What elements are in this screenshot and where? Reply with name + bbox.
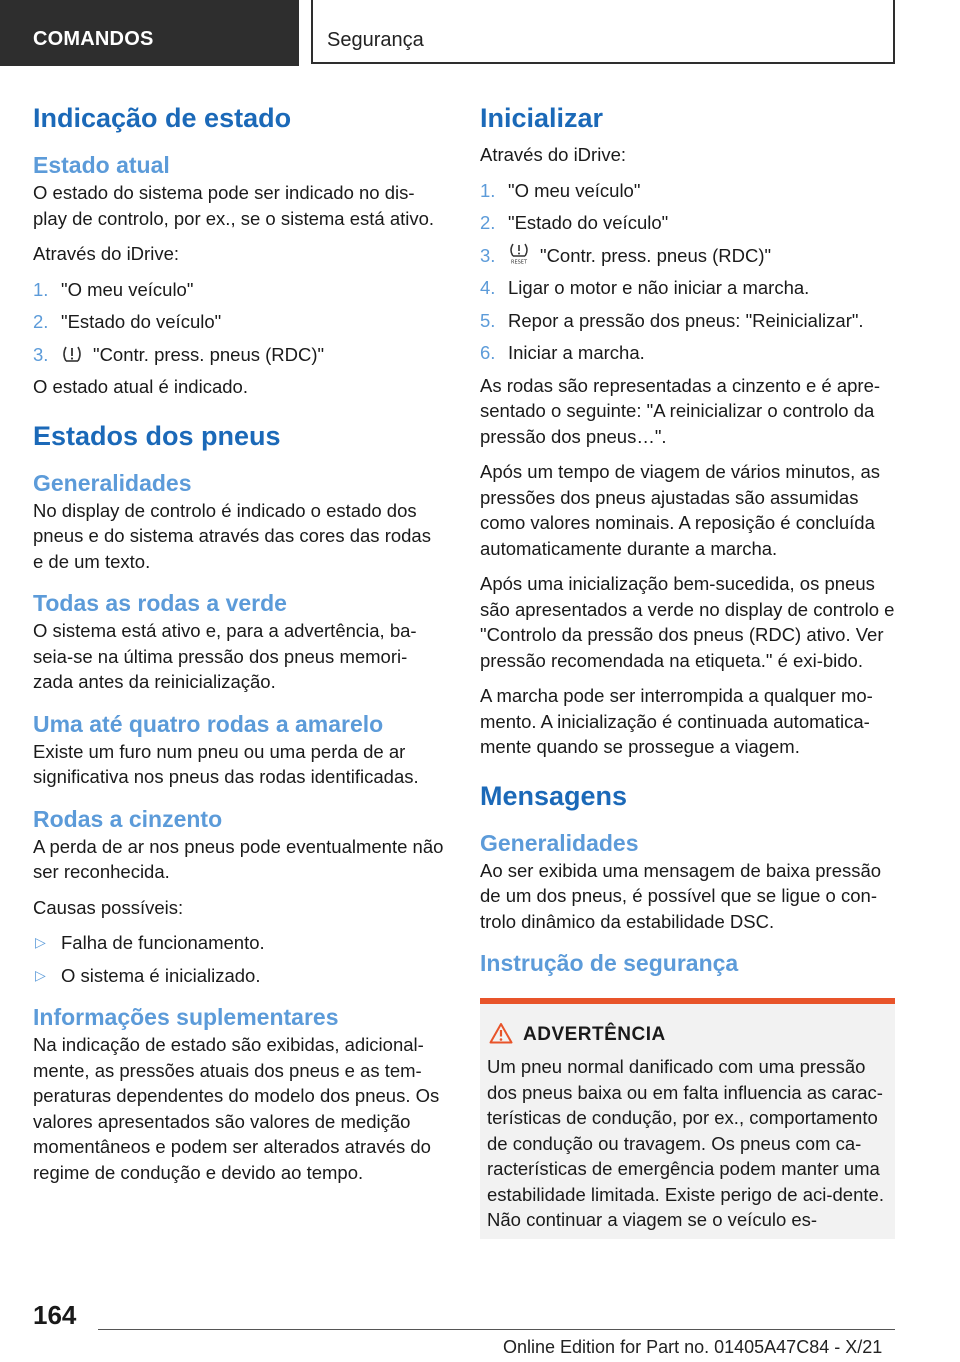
reset-label: RESET bbox=[510, 259, 528, 265]
heading-current-status: Estado atual bbox=[33, 152, 170, 178]
list-item bbox=[33, 277, 445, 303]
section-title: COMANDOS bbox=[33, 28, 154, 50]
step-text: "O meu veículo" bbox=[508, 179, 641, 201]
heading-tyre-states: Estados dos pneus bbox=[33, 420, 281, 451]
warning-title-row bbox=[487, 1022, 888, 1046]
step-text: "Contr. press. pneus (RDC)" bbox=[93, 343, 325, 365]
tire-pressure-icon bbox=[61, 344, 83, 364]
cause-text: O sistema é inicializado. bbox=[61, 964, 261, 986]
paragraph-idrive: Através do iDrive: bbox=[33, 243, 179, 264]
list-item bbox=[480, 178, 895, 204]
paragraph-additional-info: Na indicação de estado são exibidas, adicional-mente, as pressões atuais dos pneus e as tem-peraturas dependentes do modelo dos pneus. Os valores apresentados são valores de medição momentâneos e podem ser alterados através do regime de condução e devido ao tempo. bbox=[33, 1034, 440, 1183]
paragraph-interrupt: A marcha pode ser interrompida a qualquer mo-mento. A inicialização é continuada automatica-mente quando se prossegue a viagem. bbox=[480, 685, 873, 757]
heading-additional-info: Informações suplementares bbox=[33, 1004, 339, 1030]
warning-triangle-icon bbox=[489, 1022, 513, 1044]
step-text: Repor a pressão dos pneus: "Reinicializar". bbox=[508, 309, 864, 331]
heading-safety-instruction: Instrução de segurança bbox=[480, 950, 739, 976]
paragraph-grey-wheels: A perda de ar nos pneus pode eventualmente não ser reconhecida. bbox=[33, 835, 444, 882]
step-number: 3. bbox=[33, 343, 49, 365]
steps-list-init bbox=[480, 178, 895, 366]
step-text: Iniciar a marcha. bbox=[508, 342, 645, 363]
list-item bbox=[33, 342, 445, 368]
footer-edition: Online Edition for Part no. 01405A47C84 - X/21 bbox=[503, 1337, 883, 1357]
heading-general: Generalidades bbox=[33, 469, 192, 496]
list-item bbox=[33, 963, 445, 989]
paragraph-current-status: O estado do sistema pode ser indicado no dis-play de controlo, por ex., se o sistema está ativo. bbox=[33, 182, 435, 229]
step-number: 4. bbox=[480, 277, 496, 298]
heading-messages: Mensagens bbox=[480, 780, 628, 811]
step-number: 6. bbox=[480, 342, 496, 363]
warning-text: Um pneu normal danificado com uma pressão dos pneus baixa ou em falta influencia as carac-terísticas de condução, por ex., comportamento de condução ou travagem. Os pneus com ca-racterísticas de emergência podem manter uma estabilidade limitada. Existe perigo de aci-dente. Não continuar a viagem se o veículo es- bbox=[487, 1056, 884, 1230]
list-item bbox=[480, 340, 895, 366]
warning-body bbox=[480, 1004, 895, 1239]
step-text: Ligar o motor e não iniciar a marcha. bbox=[508, 277, 810, 298]
list-item bbox=[480, 275, 895, 301]
paragraph-idrive: Através do iDrive: bbox=[480, 144, 626, 165]
paragraph-indicated: O estado atual é indicado. bbox=[33, 376, 248, 397]
paragraph-green-wheels: O sistema está ativo e, para a advertência, ba-seia-se na última pressão dos pneus memori-zada antes da reinicialização. bbox=[33, 620, 417, 692]
heading-grey-wheels: Rodas a cinzento bbox=[33, 805, 223, 832]
tire-pressure-reset-icon bbox=[508, 243, 530, 265]
right-column bbox=[480, 100, 895, 1239]
paragraph-after-init: Após uma inicialização bem-sucedida, os pneus são apresentados a verde no display de controlo e "Controlo da pressão dos pneus (RDC) ativo. Ver pressão recomendada na etiqueta." é exi-bido. bbox=[480, 573, 895, 671]
subsection-title: Segurança bbox=[327, 29, 424, 51]
step-number: 2. bbox=[33, 311, 49, 332]
paragraph-general: No display de controlo é indicado o estado dos pneus e do sistema através das cores das rodas e de um texto. bbox=[33, 499, 431, 572]
warning-box bbox=[480, 998, 895, 1239]
paragraph-after-time: Após um tempo de viagem de vários minutos, as pressões dos pneus ajustadas são assumidas como valores nominais. A reposição é concluída automaticamente durante a marcha. bbox=[480, 461, 880, 559]
heading-yellow-wheels: Uma até quatro rodas a amarelo bbox=[33, 710, 384, 737]
step-number: 5. bbox=[480, 309, 496, 331]
step-number: 1. bbox=[480, 179, 496, 201]
step-number: 2. bbox=[480, 212, 496, 233]
step-number: 1. bbox=[33, 278, 49, 300]
paragraph-yellow-wheels: Existe um furo num pneu ou uma perda de ar significativa nos pneus das rodas identificadas. bbox=[33, 740, 419, 787]
step-text: "Contr. press. pneus (RDC)" bbox=[540, 244, 772, 266]
page-number: 164 bbox=[33, 1300, 77, 1330]
steps-list-status bbox=[33, 277, 445, 368]
triangle-bullet-icon: ▷ bbox=[35, 934, 46, 950]
paragraph-general: Ao ser exibida uma mensagem de baixa pressão de um dos pneus, é possível que se ligue o con-trolo dinâmico da estabilidade DSC. bbox=[480, 859, 882, 932]
step-number: 3. bbox=[480, 244, 496, 266]
step-text: "O meu veículo" bbox=[61, 278, 194, 300]
list-item bbox=[33, 930, 445, 956]
heading-initialize: Inicializar bbox=[480, 103, 604, 133]
step-text: "Estado do veículo" bbox=[508, 212, 669, 233]
heading-status-indication: Indicação de estado bbox=[33, 103, 292, 133]
causes-list bbox=[33, 930, 445, 988]
paragraph-grey-wheels: As rodas são representadas a cinzento e é apre-sentado o seguinte: "A reinicializar o controlo da pressão dos pneus…". bbox=[480, 374, 881, 447]
warning-title: ADVERTÊNCIA bbox=[523, 1024, 666, 1045]
heading-green-wheels: Todas as rodas a verde bbox=[33, 590, 287, 616]
page-header bbox=[0, 0, 960, 66]
list-item bbox=[480, 243, 895, 269]
cause-text: Falha de funcionamento. bbox=[61, 932, 265, 953]
left-column bbox=[33, 100, 445, 1195]
list-item bbox=[480, 210, 895, 236]
heading-general: Generalidades bbox=[480, 829, 639, 856]
subsection-tab bbox=[311, 0, 895, 64]
step-text: "Estado do veículo" bbox=[61, 311, 222, 332]
paragraph-causes: Causas possíveis: bbox=[33, 896, 184, 918]
list-item bbox=[33, 309, 445, 335]
list-item bbox=[480, 308, 895, 334]
triangle-bullet-icon: ▷ bbox=[35, 966, 46, 983]
footer-divider bbox=[98, 1329, 895, 1330]
section-tab bbox=[0, 0, 299, 66]
